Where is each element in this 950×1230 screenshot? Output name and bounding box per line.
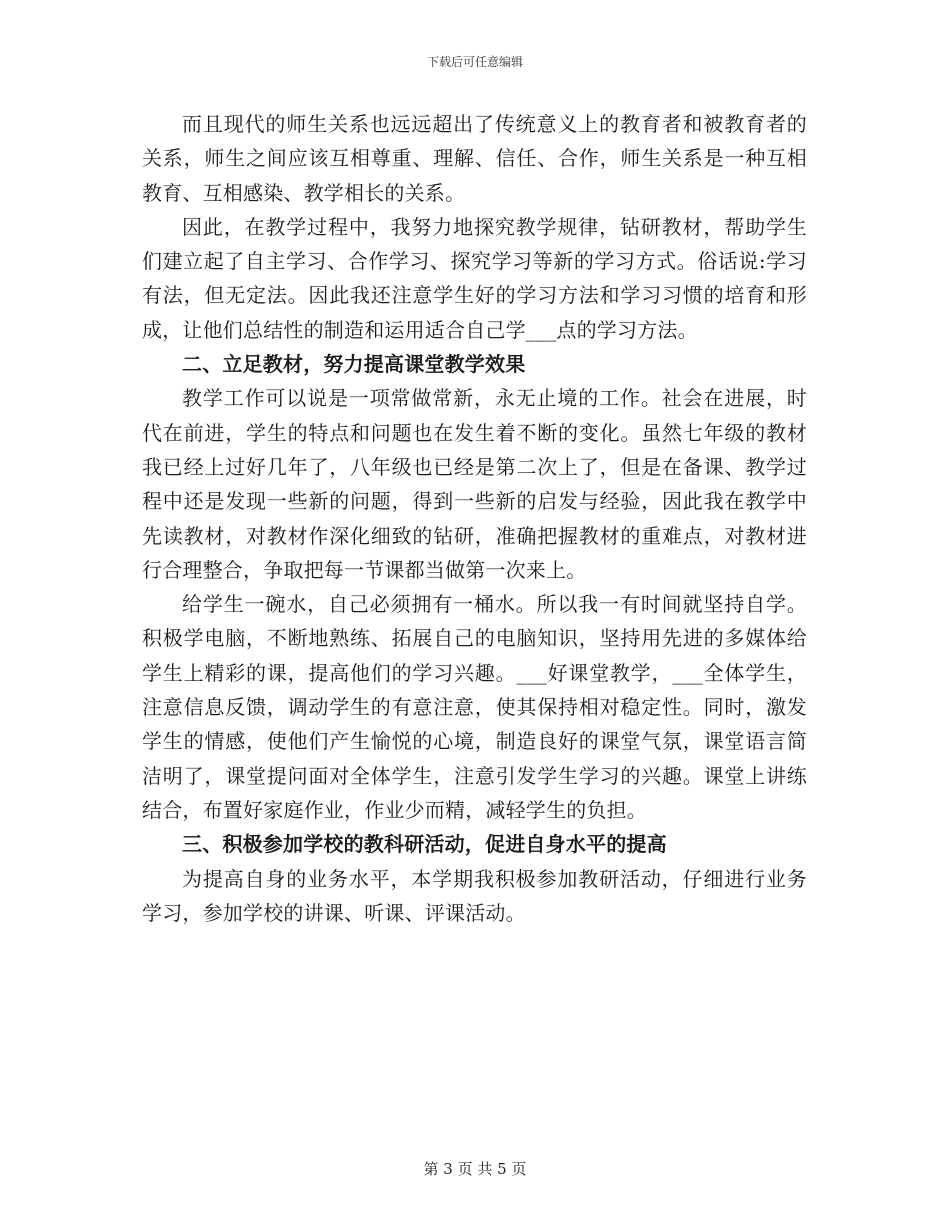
paragraph: 而且现代的师生关系也远远超出了传统意义上的教育者和被教育者的关系，师生之间应该互相尊重、理解、信任、合作，师生关系是一种互相教育、互相感染、教学相长的关系。 <box>142 112 807 205</box>
section-heading: 二、立足教材，努力提高课堂教学效果 <box>182 352 526 377</box>
document-body <box>142 107 807 930</box>
page-header: 下载后可任意编辑 <box>426 55 523 69</box>
page-footer: 第 3 页 共 5 页 <box>423 1160 527 1178</box>
paragraph: 为提高自身的业务水平，本学期我积极参加教研活动，仔细进行业务学习，参加学校的讲课、听课、评课活动。 <box>142 866 807 925</box>
section-heading: 三、积极参加学校的教科研活动，促进自身水平的提高 <box>182 832 667 857</box>
paragraph: 教学工作可以说是一项常做常新，永无止境的工作。社会在进展，时代在前进，学生的特点和问题也在发生着不断的变化。虽然七年级的教材我已经上过好几年了，八年级也已经是第二次上了，但是在备课、教学过程中还是发现一些新的问题，得到一些新的启发与经验，因此我在教学中先读教材，对教材作深化细致的钻研，准确把握教材的重难点，对教材进行合理整合，争取把每一节课都当做第一次来上。 <box>142 386 807 582</box>
paragraph: 因此，在教学过程中，我努力地探究教学规律，钻研教材，帮助学生们建立起了自主学习、合作学习、探究学习等新的学习方式。俗话说:学习有法，但无定法。因此我还注意学生好的学习方法和学习习惯的培育和形成，让他们总结性的制造和运用适合自己学___点的学习方法。 <box>142 214 807 342</box>
paragraph: 给学生一碗水，自己必须拥有一桶水。所以我一有时间就坚持自学。积极学电脑，不断地熟练、拓展自己的电脑知识，坚持用先进的多媒体给学生上精彩的课，提高他们的学习兴趣。___好课堂教学，___全体学生，注意信息反馈，调动学生的有意注意，使其保持相对稳定性。同时，激发学生的情感，使他们产生愉悦的心境，制造良好的课堂气氛，课堂语言简洁明了，课堂提问面对全体学生，注意引发学生学习的兴趣。课堂上讲练结合，布置好家庭作业，作业少而精，减轻学生的负担。 <box>142 592 807 822</box>
